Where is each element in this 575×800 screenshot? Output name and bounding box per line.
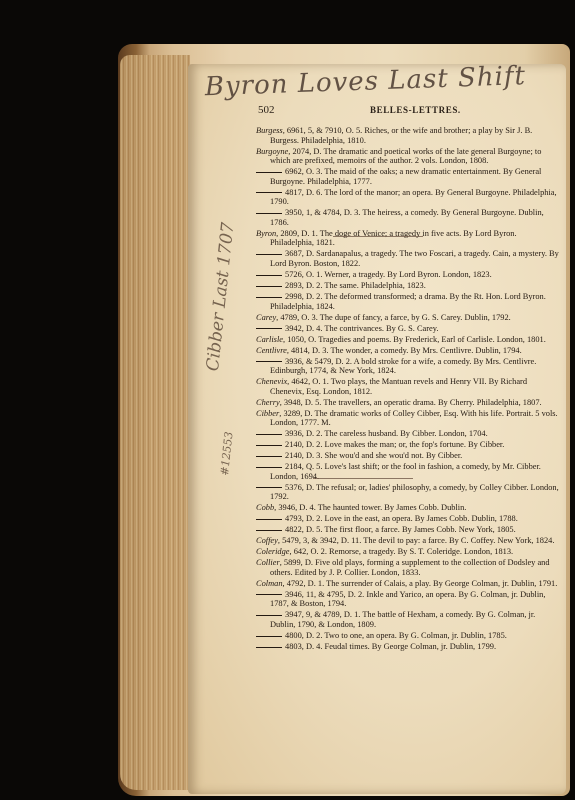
- entry-text: , 3948, D. 5. The travellers, an operatic drama. By Cherry. Philadelphia, 1807.: [279, 397, 542, 407]
- entry-text: , 4789, O. 3. The dupe of fancy, a farce, by G. S. Carey. Dublin, 1792.: [276, 312, 511, 322]
- entry-text: 3946, 11, & 4795, D. 2. Inkle and Yarico, an opera. By G. Colman, jr. Dublin, 1787, & Boston, 1794.: [270, 589, 546, 609]
- author-name: Centlivre: [256, 345, 287, 355]
- margin-note-number: #12553: [218, 431, 236, 477]
- catalog-entry: [256, 536, 562, 546]
- entry-text: 4822, D. 5. The first floor, a farce. By James Cobb. New York, 1805.: [285, 525, 516, 535]
- author-name: Coffey: [256, 536, 278, 546]
- ditto-dash: [256, 519, 282, 520]
- margin-note: Cibber Last 1707: [203, 221, 239, 373]
- entry-text: , 5479, 3, & 3942, D. 11. The devil to pay: a farce. By C. Coffey. New York, 1824.: [277, 536, 555, 546]
- catalog-entry: [256, 208, 562, 227]
- ditto-dash: [256, 615, 282, 616]
- catalog-entry: [256, 483, 562, 502]
- catalog-entry: [256, 147, 562, 166]
- catalog-entry: [256, 249, 562, 268]
- entry-text: 3687, D. Sardanapalus, a tragedy. The two Foscari, a tragedy. Cain, a mystery. By Lord Byron. Boston, 1822.: [270, 249, 559, 269]
- ditto-dash: [256, 254, 282, 255]
- author-name: Carlisle: [256, 334, 283, 344]
- catalog-entry: [256, 335, 562, 345]
- entry-text: , 1050, O. Tragedies and poems. By Frederick, Earl of Carlisle. London, 1801.: [283, 334, 546, 344]
- ditto-dash: [256, 467, 282, 468]
- catalog-entry: [256, 579, 562, 589]
- catalog-entry: [256, 440, 562, 450]
- author-name: Byron: [256, 228, 277, 238]
- author-name: Collier: [256, 558, 280, 568]
- entry-text: 4800, D. 2. Two to one, an opera. By G. Colman, jr. Dublin, 1785.: [285, 631, 507, 640]
- catalog-entry: [256, 324, 562, 334]
- entry-text: 3942, D. 4. The contrivances. By G. S. Carey.: [285, 323, 439, 333]
- page-edges: [120, 55, 190, 790]
- catalog-entry: [256, 642, 562, 652]
- ditto-dash: [256, 636, 282, 637]
- catalog-entry: [256, 558, 562, 577]
- pencil-underline: [333, 236, 423, 237]
- entry-text: , 2809, D. 1. The doge of Venice; a tragedy in five acts. By Lord Byron. Philadelphia, 1821.: [270, 228, 517, 248]
- entry-text: 6962, O. 3. The maid of the oaks; a new dramatic entertainment. By General Burgoyne. Philadelphia, 1777.: [270, 167, 542, 186]
- catalog-entry: [256, 270, 562, 280]
- entry-text: 2140, D. 2. Love makes the man; or, the fop's fortune. By Cibber.: [285, 440, 505, 450]
- ditto-dash: [256, 172, 282, 173]
- entry-text: 3950, 1, & 4784, D. 3. The heiress, a comedy. By General Burgoyne. Dublin, 1786.: [270, 208, 544, 227]
- entry-text: 3936, & 5479, D. 2. A bold stroke for a wife, a comedy. By Mrs. Centlivre. Edinburgh, 1774, & New York, 1824.: [270, 356, 537, 376]
- entry-text: , 2074, D. The dramatic and poetical works of the late general Burgoyne; to which are prefixed, memoirs of the author. 2 vols. London, 1808.: [270, 146, 542, 166]
- entry-text: 4793, D. 2. Love in the east, an opera. By James Cobb. Dublin, 1788.: [285, 514, 518, 524]
- catalog-entry: [256, 610, 562, 629]
- ditto-dash: [256, 647, 282, 648]
- entry-text: 2893, D. 2. The same. Philadelphia, 1823.: [285, 281, 426, 291]
- entry-text: , 3289, D. The dramatic works of Colley Cibber, Esq. With his life. Portrait. 5 vols. London, 1777. M.: [270, 408, 558, 428]
- ditto-dash: [256, 328, 282, 329]
- entry-text: , 4792, D. 1. The surrender of Calais, a play. By George Colman, jr. Dublin, 1791.: [282, 578, 558, 588]
- ditto-dash: [256, 297, 282, 298]
- entry-text: 2998, D. 2. The deformed transformed; a drama. By the Rt. Hon. Lord Byron. Philadelphia, 1824.: [270, 292, 546, 311]
- ditto-dash: [256, 594, 282, 595]
- handwritten-title: Byron Loves Last Shift: [204, 61, 527, 103]
- entry-text: , 4814, D. 3. The wonder, a comedy. By Mrs. Centlivre. Dublin, 1794.: [286, 345, 522, 355]
- entry-text: , 3946, D. 4. The haunted tower. By James Cobb. Dublin.: [274, 503, 467, 513]
- catalog-entry: [256, 429, 562, 439]
- author-name: Carey: [256, 312, 277, 322]
- entry-text: 5726, O. 1. Werner, a tragedy. By Lord Byron. London, 1823.: [285, 270, 492, 280]
- catalog-entry: [256, 631, 562, 641]
- entry-text: , 4642, O. 1. Two plays, the Mantuan revels and Henry VII. By Richard Chenevix, Esq. London, 1812.: [270, 377, 528, 396]
- catalog-entry: [256, 292, 562, 311]
- running-head: BELLES-LETTRES.: [370, 105, 461, 115]
- catalog-entry: [256, 126, 562, 145]
- author-name: Cherry: [256, 397, 280, 407]
- catalog-entry: [256, 346, 562, 356]
- ditto-dash: [256, 445, 282, 446]
- catalog-entry: [256, 503, 562, 513]
- author-name: Burgoyne: [256, 146, 289, 156]
- ditto-dash: [256, 213, 282, 214]
- ditto-dash: [256, 361, 282, 362]
- catalog-entry: [256, 281, 562, 291]
- entry-text: 3936, D. 2. The careless husband. By Cibber. London, 1704.: [285, 429, 488, 439]
- catalog-entry: [256, 313, 562, 323]
- ditto-dash: [256, 487, 282, 488]
- entry-text: 3947, 9, & 4789, D. 1. The battle of Hexham, a comedy. By G. Colman, jr. Dublin, 1790, & London, 1809.: [270, 610, 536, 630]
- catalog-entry: [256, 398, 562, 408]
- entry-text: , 5899, D. Five old plays, forming a supplement to the collection of Dodsley and others. Edited by J. P. Collier. London, 1833.: [270, 558, 550, 577]
- ditto-dash: [256, 530, 282, 531]
- author-name: Cobb: [256, 503, 275, 513]
- ditto-dash: [256, 434, 282, 435]
- catalog-entries: [256, 126, 562, 653]
- entry-text: 2140, D. 3. She wou'd and she wou'd not. By Cibber.: [285, 451, 463, 461]
- catalog-entry: [256, 377, 562, 396]
- catalog-entry: [256, 188, 562, 207]
- entry-text: , 642, O. 2. Remorse, a tragedy. By S. T. Coleridge. London, 1813.: [289, 547, 514, 557]
- author-name: Coleridge: [256, 547, 290, 557]
- catalog-entry: [256, 590, 562, 609]
- author-name: Burgess: [256, 126, 283, 135]
- catalog-entry: [256, 525, 562, 535]
- ditto-dash: [256, 275, 282, 276]
- ditto-dash: [256, 456, 282, 457]
- catalog-entry: [256, 167, 562, 186]
- entry-text: 2184, Q. 5. Love's last shift; or the fool in fashion, a comedy, by Mr. Cibber. London, 1694.: [270, 462, 541, 481]
- ditto-dash: [256, 192, 282, 193]
- entry-text: , 6961, 5, & 7910, O. 5. Riches, or the wife and brother; a play by Sir J. B. Burgess. Philadelphia, 1810.: [270, 126, 533, 145]
- entry-text: 4803, D. 4. Feudal times. By George Colman, jr. Dublin, 1799.: [285, 641, 497, 651]
- author-name: Cibber: [256, 408, 280, 418]
- catalog-entry: [256, 357, 562, 376]
- catalog-entry: [256, 451, 562, 461]
- ditto-dash: [256, 286, 282, 287]
- author-name: Colman: [256, 578, 283, 588]
- catalog-entry: [256, 409, 562, 428]
- pencil-underline: [313, 478, 413, 479]
- author-name: Chenevix: [256, 377, 288, 387]
- entry-text: 4817, D. 6. The lord of the manor; an opera. By General Burgoyne. Philadelphia, 1790.: [270, 187, 557, 207]
- catalog-entry: [256, 547, 562, 557]
- page-number: 502: [258, 104, 275, 116]
- catalog-entry: [256, 514, 562, 524]
- catalog-entry: [256, 229, 562, 248]
- entry-text: 5376, D. The refusal; or, ladies' philosophy, a comedy, by Colley Cibber. London, 1792.: [270, 482, 559, 502]
